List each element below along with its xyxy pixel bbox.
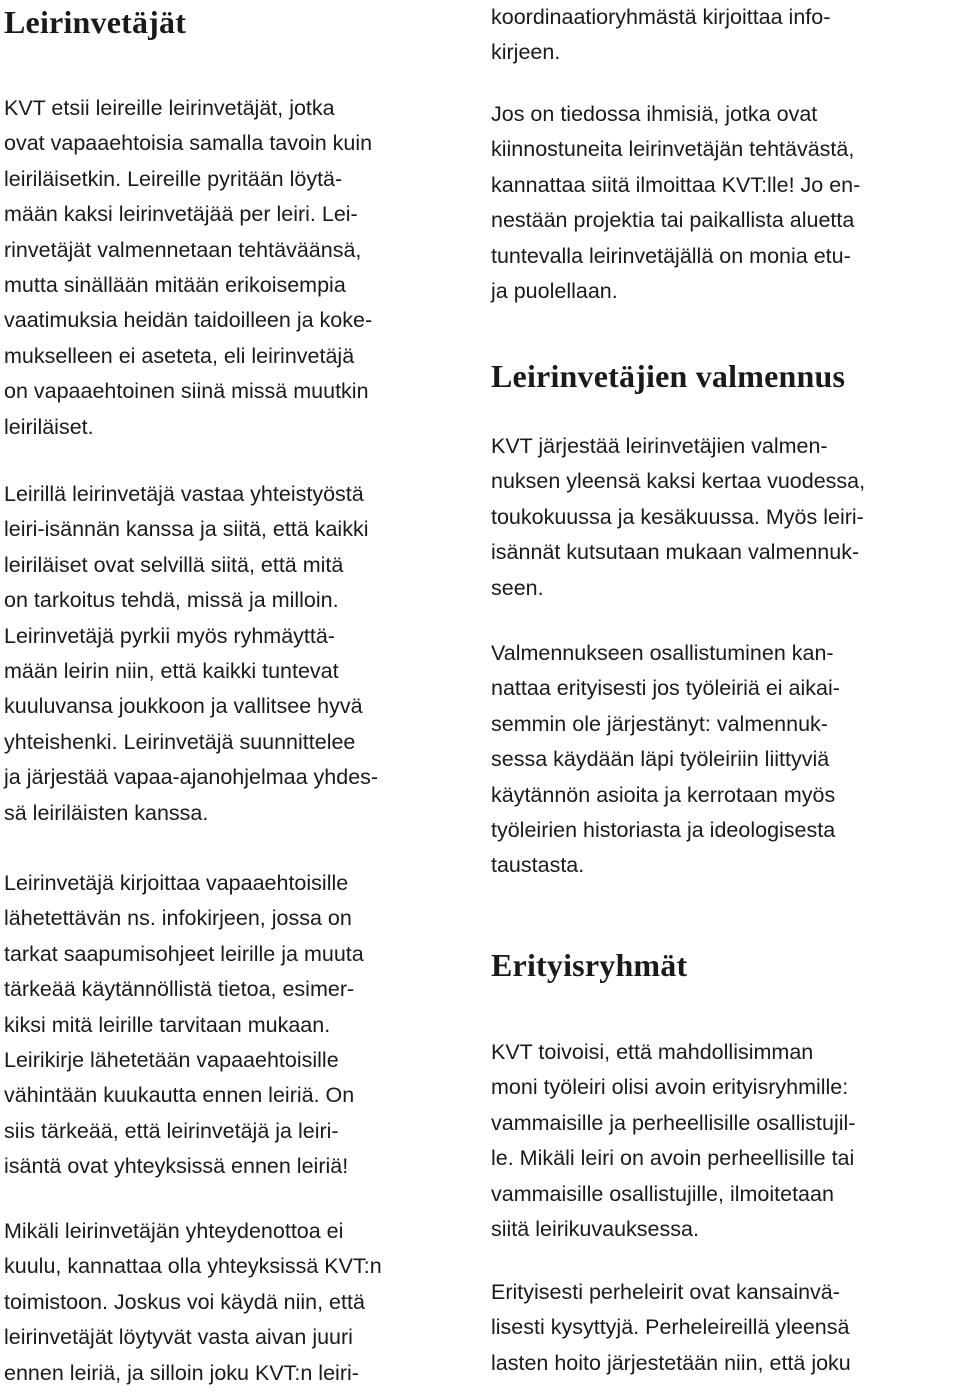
paragraph-volunteer-leaders: KVT etsii leireille leirinvetäjät, jotka ovat vapaaehtoisia samalla tavoin kuin leiriläisetkin. Leireille pyritään löytä- mään kaksi leirinvetäjää per leiri. Lei- rinvetäjät valmennetaan tehtäväänsä, mutta sinällään mitään erikoisempia vaatimuksia heidän taidoilleen ja koke- mukselleen ei aseteta, eli leirinvetäjä on vapaaehtoinen siinä missä muutkin leiriläiset. bbox=[4, 96, 373, 439]
section-heading-leirinvetajat: Leirinvetäjät bbox=[4, 4, 187, 40]
paragraph-continuation: koordinaatioryhmästä kirjoittaa info- kirjeen. bbox=[491, 5, 831, 65]
section-heading-erityisryhmat: Erityisryhmät bbox=[491, 947, 688, 983]
paragraph-leader-duties: Leirillä leirinvetäjä vastaa yhteistyöstä leiri-isännän kanssa ja siitä, että kaikki leiriläiset ovat selvillä siitä, että mitä on tarkoitus tehdä, missä ja milloin. Leirinvetäjä pyrkii myös ryhmäyttä- mään leirin niin, että kaikki tuntevat kuuluvansa joukkoon ja vallitsee hyvä yhteishenki. Leirinvetäjä suunnittelee ja järjestää vapaa-ajanohjelmaa yhdes- sä leiriläisten kanssa. bbox=[4, 482, 379, 825]
section-heading-valmennus: Leirinvetäjien valmennus bbox=[491, 358, 846, 394]
paragraph-infoletter: Leirinvetäjä kirjoittaa vapaaehtoisille lähetettävän ns. infokirjeen, jossa on tarkat saapumisohjeet leirille ja muuta tärkeää käytännöllistä tietoa, esimer- kiksi mitä leirille tarvitaan mukaan. Leirikirje lähetetään vapaaehtoisille vähintään kuukautta ennen leiriä. On siis tärkeää, että leirinvetäjä ja leiri- isäntä ovat yhteyksissä ennen leiriä! bbox=[4, 871, 364, 1179]
paragraph-interested-people: Jos on tiedossa ihmisiä, jotka ovat kiinnostuneita leirinvetäjän tehtävästä, kannattaa siitä ilmoittaa KVT:lle! Jo en- nestään projektia tai paikallista aluetta tuntevalla leirinvetäjällä on monia etu- ja puolellaan. bbox=[491, 102, 861, 304]
paragraph-contact-office: Mikäli leirinvetäjän yhteydenottoa ei kuulu, kannattaa olla yhteyksissä KVT:n toimistoon. Joskus voi käydä niin, että leirinvetäjät löytyvät vasta aivan juuri ennen leiriä, ja silloin joku KVT:n leiri- bbox=[4, 1219, 382, 1385]
paragraph-special-groups: KVT toivoisi, että mahdollisimman moni työleiri olisi avoin erityisryhmille: vammaisille ja perheellisille osallistujil- le. Mikäli leiri on avoin perheellisille tai vammaisille osallistujille, ilmoitetaan siitä leirikuvauksessa. bbox=[491, 1040, 856, 1242]
paragraph-training-content: Valmennukseen osallistuminen kan- nattaa erityisesti jos työleiriä ei aikai- semmin ole järjestänyt: valmennuk- sessa käydään läpi työleiriin liittyviä käytännön asioita ja kerrotaan myös työleirien historiasta ja ideologisesta taustasta. bbox=[491, 641, 840, 878]
paragraph-training-schedule: KVT järjestää leirinvetäjien valmen- nuksen yleensä kaksi kertaa vuodessa, toukokuussa ja kesäkuussa. Myös leiri- isännät kutsutaan mukaan valmennuk- seen. bbox=[491, 434, 866, 600]
paragraph-family-camps: Erityisesti perheleirit ovat kansainvä- lisesti kysyttyjä. Perheleireillä yleensä lasten hoito järjestetään niin, että joku bbox=[491, 1280, 851, 1375]
